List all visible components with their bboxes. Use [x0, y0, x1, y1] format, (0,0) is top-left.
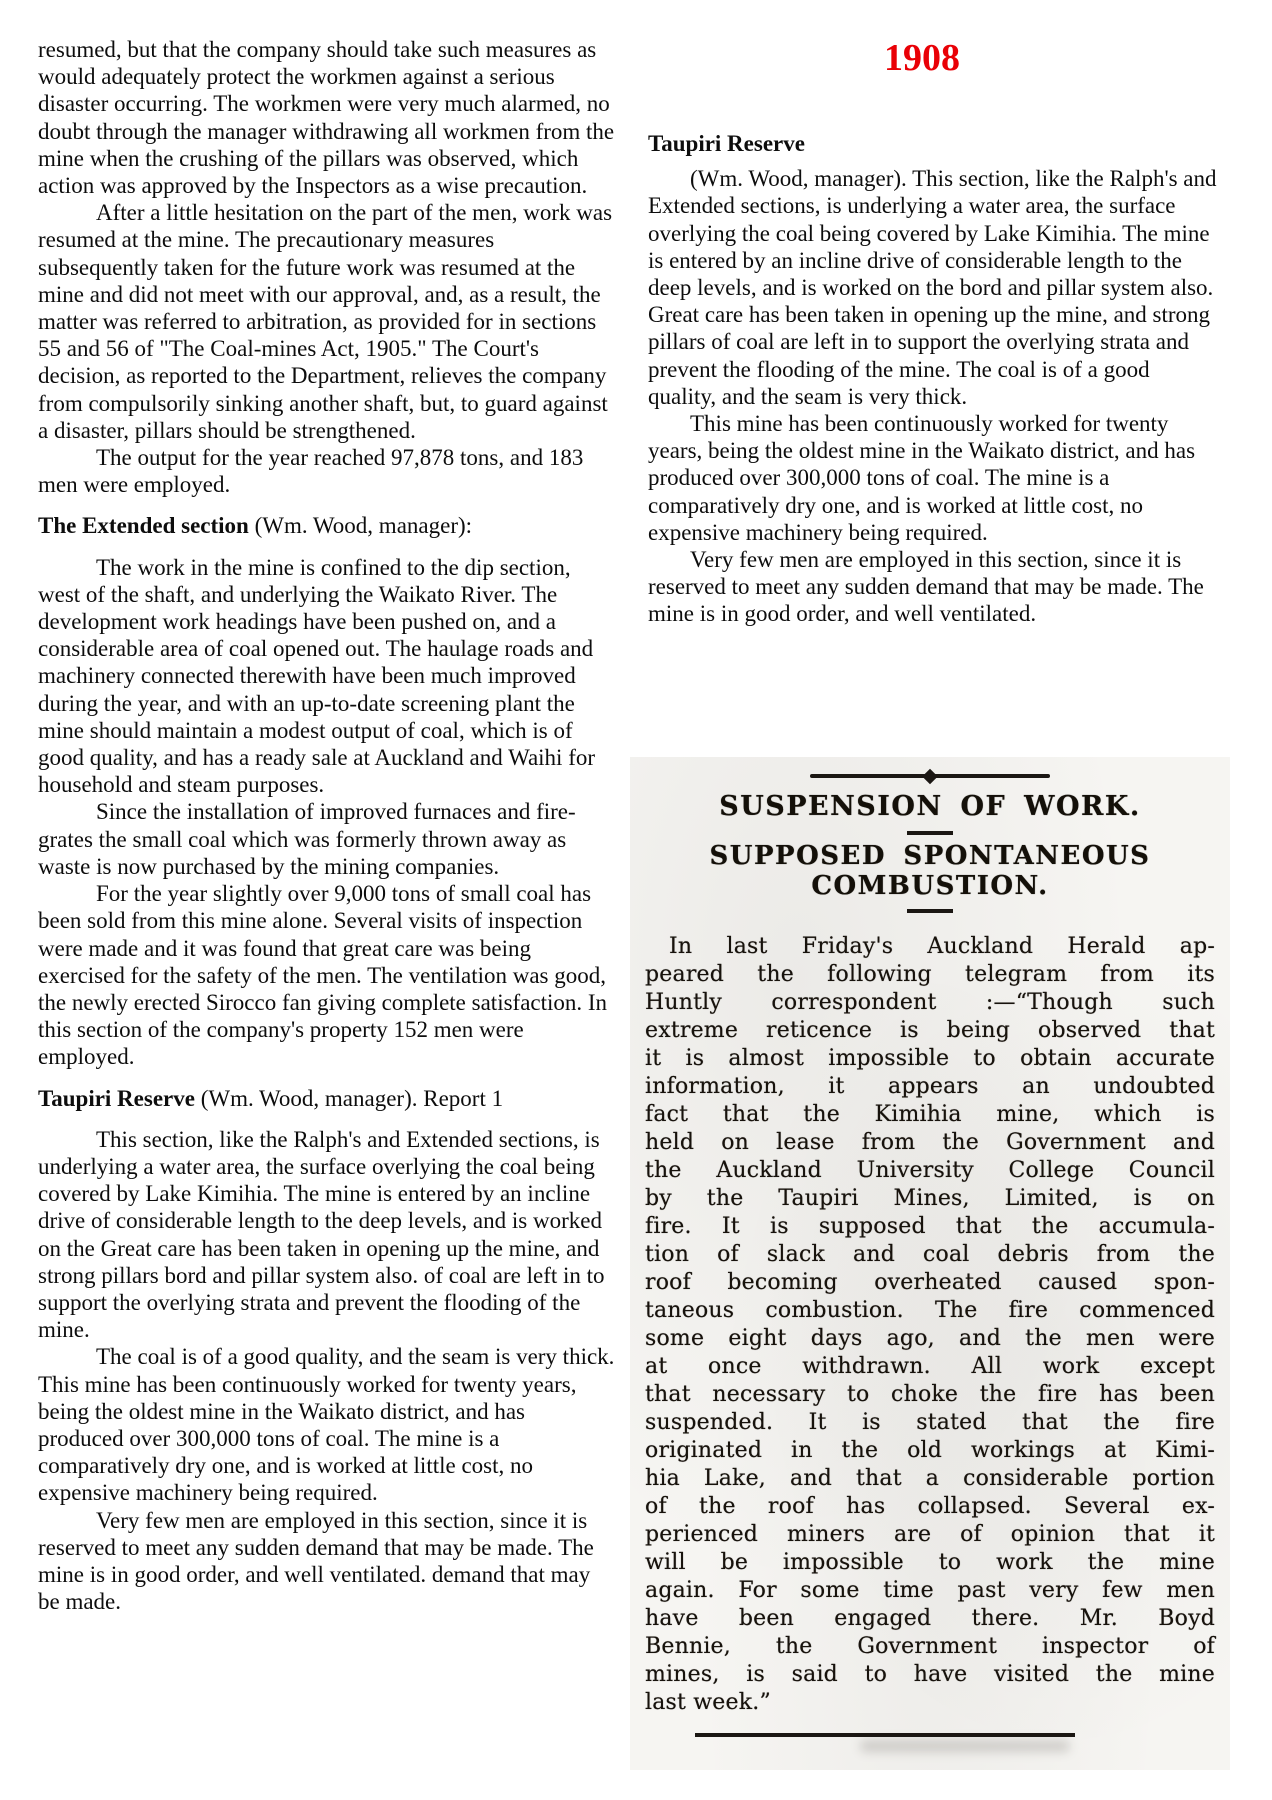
- clipping-line: mines, is said to have visited the mine: [645, 1662, 1215, 1687]
- paragraph: This mine has been continuously worked for twenty years, being the oldest mine in the Waikato district, and has produced over 300,000 tons of coal. The mine is a comparatively dry one, and is worked at little cost, no expensive machinery being required.: [648, 411, 1196, 545]
- dash-divider: [907, 831, 953, 835]
- paragraph: The output for the year reached 97,878 tons, and 183 men were employed.: [38, 445, 584, 498]
- scan-smudge: [860, 1740, 1070, 1752]
- clipping-line: originated in the old workings at Kimi-: [645, 1438, 1215, 1463]
- paragraph: Since the installation of improved furnaces and fire-grates the small coal which was formerly thrown away as waste is now purchased by the mining companies.: [38, 799, 576, 879]
- paragraph: The coal is of a good quality, and the seam is very thick. This mine has been continuously worked for twenty years, being the oldest mine in the Waikato district, and has produced over 300,000 tons of coal. The mine is a comparatively dry one, and is worked at little cost, no expensive machinery being required.: [38, 1344, 615, 1506]
- paragraph: Very few men are employed in this section, since it is reserved to meet any sudden demand that may be made. The mine is in good order, and well ventilated. demand that may be made.: [38, 1507, 594, 1615]
- clipping-line: have been engaged there. Mr. Boyd: [645, 1606, 1215, 1631]
- clipping-line: by the Taupiri Mines, Limited, is on: [645, 1186, 1215, 1211]
- clipping-line: of the roof has collapsed. Several ex-: [645, 1494, 1215, 1519]
- paragraph: After a little hesitation on the part of the men, work was resumed at the mine. The precautionary measures subsequently taken for the future work was resumed at the mine and did not meet with our approval, and, as a result, the matter was referred to arbitration, as provided for in sections 55 and 56 of "The Coal-mines Act, 1905." The Court's decision, as reported to the Department, relieves the company from compulsorily sinking another shaft, but, to guard against a disaster, pillars should be strengthened.: [38, 200, 613, 443]
- clipping-line: suspended. It is stated that the fire: [645, 1410, 1215, 1435]
- paragraph: (Wm. Wood, manager). This section, like the Ralph's and Extended sections, is underlying a water area, the surface overlying the coal being covered by Lake Kimihia. The mine is entered by an incline drive of considerable length to the deep levels, and is worked on the bord and pillar system also. Great care has been taken in opening up the mine, and strong pillars of coal are left in to support the overlying strata and prevent the flooding of the mine. The coal is of a good quality, and the seam is very thick.: [648, 166, 1217, 409]
- clipping-line: last week.”: [645, 1690, 771, 1715]
- clipping-line: the Auckland University College Council: [645, 1158, 1215, 1183]
- paragraph: Very few men are employed in this section, since it is reserved to meet any sudden demand that may be made. The mine is in good order, and well ventilated.: [648, 547, 1204, 627]
- clipping-headline-sub-line2: COMBUSTION.: [811, 871, 1049, 901]
- section-heading-taupiri-left: [38, 1085, 616, 1112]
- clipping-line: at once withdrawn. All work except: [645, 1354, 1215, 1379]
- newspaper-clipping: [630, 757, 1230, 1770]
- clipping-line: that necessary to choke the fire has been: [645, 1382, 1215, 1407]
- left-column: [38, 36, 616, 1615]
- ornament-divider: [810, 771, 1050, 781]
- clipping-body: [645, 933, 1215, 1717]
- clipping-line: roof becoming overheated caused spon-: [645, 1270, 1215, 1295]
- clipping-line: fire. It is supposed that the accumula-: [645, 1214, 1215, 1239]
- paragraph: This section, like the Ralph's and Extended sections, is underlying a water area, the surface overlying the coal being covered by Lake Kimihia. The mine is entered by an incline drive of considerable length to the deep levels, and is worked on the Great care has been taken in opening up the mine, and strong pillars bord and pillar system also. of coal are left in to support the overlying strata and prevent the flooding of the mine.: [38, 1126, 605, 1343]
- clipping-line: peared the following telegram from its: [645, 962, 1215, 987]
- paragraph: resumed, but that the company should take such measures as would adequately protect the workmen against a serious disaster occurring. The workmen were very much alarmed, no doubt through the manager withdrawing all workmen from the mine when the crushing of the pillars was observed, which action was approved by the Inspectors as a wise precaution.: [38, 37, 615, 199]
- clipping-line: it is almost impossible to obtain accurate: [645, 1046, 1215, 1071]
- clipping-line: some eight days ago, and the men were: [645, 1326, 1215, 1351]
- paragraph: The work in the mine is confined to the dip section, west of the shaft, and underlying the Waikato River. The development work headings have been pushed on, and a considerable area of coal opened out. The haulage roads and machinery connected therewith have been much improved during the year, and with an up-to-date screening plant the mine should maintain a modest output of coal, which is of good quality, and has a ready sale at Auckland and Waihi for household and steam purposes.: [38, 554, 596, 798]
- section-heading-taupiri-right: [648, 130, 1222, 157]
- bottom-rule-divider: [695, 1733, 1075, 1737]
- section-heading-extended: [38, 512, 616, 539]
- clipping-line: information, it appears an undoubted: [645, 1074, 1215, 1099]
- clipping-headline-main: SUSPENSION OF WORK.: [719, 791, 1141, 822]
- section-heading-bold-text: Taupiri Reserve: [38, 1085, 195, 1111]
- year-label: 1908: [884, 37, 960, 79]
- clipping-headline-sub: [630, 841, 1230, 901]
- section-heading-tail-text: (Wm. Wood, manager):: [248, 513, 473, 539]
- clipping-line: fact that the Kimihia mine, which is: [645, 1102, 1215, 1127]
- clipping-headline-sub-line1: SUPPOSED SPONTANEOUS: [709, 841, 1151, 871]
- clipping-line: perienced miners are of opinion that it: [645, 1522, 1215, 1547]
- clipping-line: Huntly correspondent :—“Though such: [645, 990, 1215, 1015]
- clipping-line: held on lease from the Government and: [645, 1130, 1215, 1155]
- clipping-line: will be impossible to work the mine: [645, 1550, 1215, 1575]
- clipping-line: hia Lake, and that a considerable portion: [645, 1466, 1215, 1491]
- right-column: [648, 36, 1222, 628]
- dash-divider: [907, 909, 953, 913]
- paragraph: For the year slightly over 9,000 tons of small coal has been sold from this mine alone. Several visits of inspection were made and it was found that great care was being exercised for the safety of the men. The ventilation was good, the newly erected Sirocco fan giving complete satisfaction. In this section of the company's property 152 men were employed.: [38, 881, 608, 1070]
- clipping-line: again. For some time past very few men: [645, 1578, 1215, 1603]
- clipping-line: taneous combustion. The fire commenced: [645, 1298, 1215, 1323]
- section-heading-tail-text: (Wm. Wood, manager). Report 1: [194, 1085, 504, 1111]
- section-heading-bold-text: Taupiri Reserve: [648, 131, 805, 156]
- clipping-line: Bennie, the Government inspector of: [645, 1634, 1215, 1659]
- section-heading-bold-text: The Extended section: [38, 513, 249, 539]
- clipping-line: In last Friday's Auckland Herald ap-: [669, 934, 1215, 959]
- clipping-line: extreme reticence is being observed that: [645, 1018, 1215, 1043]
- clipping-line: tion of slack and coal debris from the: [645, 1242, 1215, 1267]
- divider-diamond-icon: [922, 769, 938, 785]
